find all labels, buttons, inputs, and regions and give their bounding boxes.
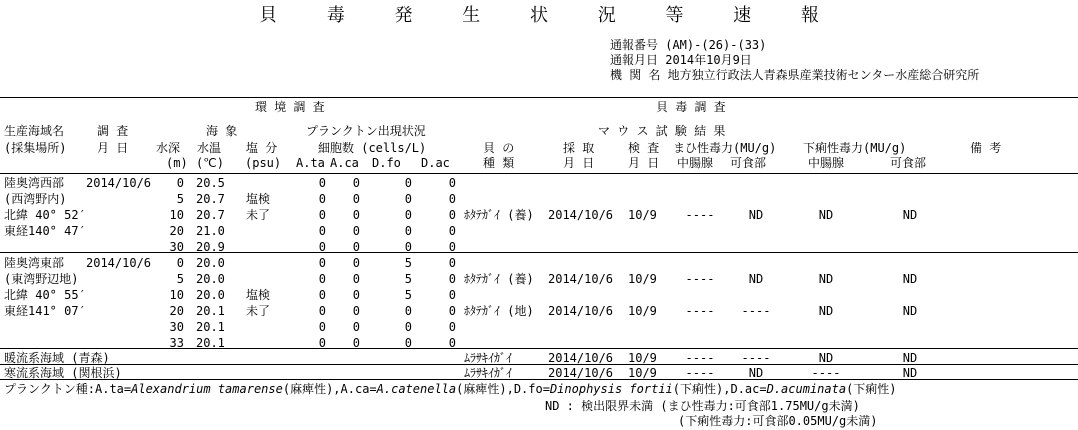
ata-count-cell: 0 bbox=[318, 192, 326, 206]
temperature-cell: 20.5 bbox=[196, 176, 225, 190]
aca-count-cell: 0 bbox=[352, 320, 360, 334]
dfo-count-cell: 0 bbox=[404, 304, 412, 318]
temperature-cell: 20.1 bbox=[196, 320, 225, 334]
dac-count-cell: 0 bbox=[448, 240, 456, 254]
check-date-cell: 10/9 bbox=[628, 272, 657, 286]
ata-count-cell: 0 bbox=[318, 240, 326, 254]
header-top-rule bbox=[0, 97, 1078, 98]
area-sub-header: (採集場所) bbox=[4, 141, 67, 155]
dsp-gland-header: 中腸腺 bbox=[808, 156, 845, 170]
psp-header: まひ性毒力(MU/g) bbox=[673, 141, 777, 155]
psp-edible-cell: ND bbox=[748, 366, 764, 380]
dsp-edible-cell: ND bbox=[902, 208, 918, 222]
ata-count-cell: 0 bbox=[318, 304, 326, 318]
depth-cell: 5 bbox=[176, 272, 184, 286]
area-cell: 暖流系海域 (青森) bbox=[4, 351, 110, 365]
area-header: 生産海域名 bbox=[4, 124, 65, 138]
depth-cell: 33 bbox=[169, 336, 184, 350]
dsp-gland-cell: ND bbox=[818, 304, 834, 318]
psp-gland-cell: ---- bbox=[685, 366, 715, 380]
area-cell: 東経141° 07′ bbox=[4, 304, 86, 318]
aca-count-cell: 0 bbox=[352, 208, 360, 222]
area-cell: 陸奥湾西部 bbox=[4, 176, 65, 190]
salinity-unit: (psu) bbox=[245, 156, 282, 170]
shellfish-type-cell: ﾑﾗｻｷｲｶﾞｲ bbox=[464, 351, 513, 365]
plankton-legend: プランクトン種:A.ta=Alexandrium tamarense(麻痺性),A.ca=A.catenella(麻痺性),D.fo=Dinophysis fortii(下痢性),D.ac=D.acuminata(下痢性) bbox=[4, 382, 897, 396]
temperature-cell: 20.0 bbox=[196, 288, 225, 302]
aca-count-cell: 0 bbox=[352, 304, 360, 318]
psp-edible-cell: ---- bbox=[741, 351, 771, 365]
nd-note-2: (下痢性毒力:可食部0.05MU/g未満) bbox=[678, 414, 878, 428]
salinity-cell: 塩検 bbox=[246, 288, 271, 302]
temperature-cell: 20.7 bbox=[196, 192, 225, 206]
ata-count-cell: 0 bbox=[318, 256, 326, 270]
temperature-cell: 20.0 bbox=[196, 272, 225, 286]
ata-count-cell: 0 bbox=[318, 272, 326, 286]
section-rule-3 bbox=[0, 364, 1078, 365]
dsp-gland-cell: ND bbox=[818, 272, 834, 286]
dfo-header: D.fo bbox=[372, 156, 401, 170]
aca-count-cell: 0 bbox=[352, 176, 360, 190]
dfo-count-cell: 5 bbox=[404, 256, 412, 270]
dsp-edible-cell: ND bbox=[902, 272, 918, 286]
area-cell: 北緯 40° 55′ bbox=[4, 288, 86, 302]
dsp-edible-cell: ND bbox=[902, 351, 918, 365]
depth-cell: 5 bbox=[176, 192, 184, 206]
dac-count-cell: 0 bbox=[448, 176, 456, 190]
toxin-survey-heading: 貝 毒 調 査 bbox=[656, 100, 726, 114]
salinity-header: 塩 分 bbox=[246, 141, 278, 155]
depth-header: 水深 bbox=[156, 141, 181, 155]
shell-type-sub-header: 種 類 bbox=[483, 156, 515, 170]
psp-gland-cell: ---- bbox=[685, 304, 715, 318]
dac-count-cell: 0 bbox=[448, 336, 456, 350]
nd-note-1: ND : 検出限界未満 (まひ性毒力:可食部1.75MU/g未満) bbox=[545, 399, 860, 413]
section-rule-1 bbox=[0, 252, 1078, 253]
aca-count-cell: 0 bbox=[352, 272, 360, 286]
area-cell: 寒流系海域 (関根浜) bbox=[4, 366, 122, 380]
aca-count-cell: 0 bbox=[352, 240, 360, 254]
temperature-cell: 21.0 bbox=[196, 224, 225, 238]
dac-count-cell: 0 bbox=[448, 304, 456, 318]
temp-unit: (℃) bbox=[196, 156, 224, 170]
temp-header: 水温 bbox=[197, 141, 222, 155]
shellfish-type-cell: ﾑﾗｻｷｲｶﾞｲ bbox=[464, 366, 513, 380]
check-date-cell: 10/9 bbox=[628, 366, 657, 380]
table-bottom-rule bbox=[0, 379, 1078, 380]
shellfish-type-cell: ﾎﾀﾃｶﾞｲ (養) bbox=[464, 208, 534, 222]
psp-gland-cell: ---- bbox=[685, 208, 715, 222]
ata-count-cell: 0 bbox=[318, 336, 326, 350]
salinity-cell: 未了 bbox=[246, 304, 271, 318]
depth-cell: 30 bbox=[169, 240, 184, 254]
dsp-edible-cell: ND bbox=[902, 366, 918, 380]
depth-cell: 0 bbox=[176, 256, 184, 270]
plankton-header: プランクトン出現状況 bbox=[306, 124, 426, 138]
salinity-cell: 未了 bbox=[246, 208, 271, 222]
ata-count-cell: 0 bbox=[318, 176, 326, 190]
temperature-cell: 20.1 bbox=[196, 304, 225, 318]
dfo-count-cell: 0 bbox=[404, 240, 412, 254]
survey-date-cell: 2014/10/6 bbox=[86, 256, 152, 270]
temperature-cell: 20.0 bbox=[196, 256, 225, 270]
temperature-cell: 20.9 bbox=[196, 240, 225, 254]
dsp-header: 下痢性毒力(MU/g) bbox=[803, 141, 907, 155]
aca-header: A.ca bbox=[330, 156, 359, 170]
section-rule-2 bbox=[0, 348, 1078, 349]
dsp-gland-cell: ND bbox=[818, 351, 834, 365]
check-date-cell: 10/9 bbox=[628, 208, 657, 222]
dac-count-cell: 0 bbox=[448, 288, 456, 302]
area-cell: 東経140° 47′ bbox=[4, 224, 86, 238]
area-cell: 北緯 40° 52′ bbox=[4, 208, 86, 222]
sea-condition-header: 海 象 bbox=[206, 124, 238, 138]
dfo-count-cell: 5 bbox=[404, 288, 412, 302]
survey-date-header: 調 査 bbox=[97, 124, 129, 138]
depth-cell: 10 bbox=[169, 208, 184, 222]
dac-count-cell: 0 bbox=[448, 192, 456, 206]
ata-header: A.ta bbox=[296, 156, 325, 170]
area-cell: 陸奥湾東部 bbox=[4, 256, 65, 270]
dsp-gland-cell: ND bbox=[818, 208, 834, 222]
check-date-cell: 10/9 bbox=[628, 351, 657, 365]
report-title: 貝 毒 発 生 状 況 等 速 報 bbox=[259, 5, 841, 26]
depth-cell: 10 bbox=[169, 288, 184, 302]
temperature-cell: 20.1 bbox=[196, 336, 225, 350]
ata-count-cell: 0 bbox=[318, 208, 326, 222]
dfo-count-cell: 0 bbox=[404, 336, 412, 350]
area-cell: (西湾野内) bbox=[4, 192, 67, 206]
area-cell: (東湾野辺地) bbox=[4, 272, 79, 286]
dfo-count-cell: 0 bbox=[404, 176, 412, 190]
aca-count-cell: 0 bbox=[352, 192, 360, 206]
psp-edible-cell: ---- bbox=[741, 304, 771, 318]
collect-date-cell: 2014/10/6 bbox=[548, 351, 614, 365]
shellfish-type-cell: ﾎﾀﾃｶﾞｲ (地) bbox=[464, 304, 534, 318]
survey-date-cell: 2014/10/6 bbox=[86, 176, 152, 190]
depth-cell: 0 bbox=[176, 176, 184, 190]
dfo-count-cell: 0 bbox=[404, 192, 412, 206]
remarks-header: 備 考 bbox=[970, 141, 1002, 155]
check-date-sub-header: 月 日 bbox=[628, 156, 660, 170]
dfo-count-cell: 5 bbox=[404, 272, 412, 286]
collect-date-cell: 2014/10/6 bbox=[548, 304, 614, 318]
collect-date-cell: 2014/10/6 bbox=[548, 272, 614, 286]
check-date-header: 検 査 bbox=[628, 141, 660, 155]
aca-count-cell: 0 bbox=[352, 256, 360, 270]
dac-count-cell: 0 bbox=[448, 272, 456, 286]
check-date-cell: 10/9 bbox=[628, 304, 657, 318]
dsp-gland-cell: ---- bbox=[811, 366, 841, 380]
ata-count-cell: 0 bbox=[318, 224, 326, 238]
cell-count-header: 細胞数 (cells/L) bbox=[318, 141, 427, 155]
psp-edible-header: 可食部 bbox=[730, 156, 767, 170]
depth-unit: (m) bbox=[166, 156, 188, 170]
depth-cell: 20 bbox=[169, 224, 184, 238]
dac-count-cell: 0 bbox=[448, 256, 456, 270]
depth-cell: 30 bbox=[169, 320, 184, 334]
dfo-count-cell: 0 bbox=[404, 320, 412, 334]
dsp-edible-cell: ND bbox=[902, 304, 918, 318]
dac-count-cell: 0 bbox=[448, 224, 456, 238]
psp-gland-cell: ---- bbox=[685, 351, 715, 365]
dac-header: D.ac bbox=[421, 156, 450, 170]
collect-date-cell: 2014/10/6 bbox=[548, 366, 614, 380]
dfo-count-cell: 0 bbox=[404, 208, 412, 222]
salinity-cell: 塩検 bbox=[246, 192, 271, 206]
aca-count-cell: 0 bbox=[352, 336, 360, 350]
dfo-count-cell: 0 bbox=[404, 224, 412, 238]
collect-date-header: 採 取 bbox=[563, 141, 595, 155]
report-date: 通報月日 2014年10月9日 bbox=[610, 53, 752, 67]
ata-count-cell: 0 bbox=[318, 320, 326, 334]
shell-type-header: 貝 の bbox=[483, 141, 515, 155]
psp-gland-cell: ---- bbox=[685, 272, 715, 286]
env-survey-heading: 環 境 調 査 bbox=[255, 100, 325, 114]
report-number: 通報番号 (AM)-(26)-(33) bbox=[610, 38, 767, 52]
aca-count-cell: 0 bbox=[352, 288, 360, 302]
collect-date-cell: 2014/10/6 bbox=[548, 208, 614, 222]
aca-count-cell: 0 bbox=[352, 224, 360, 238]
mouse-test-header: マ ウ ス 試 験 結 果 bbox=[598, 124, 726, 138]
dac-count-cell: 0 bbox=[448, 208, 456, 222]
header-bottom-rule bbox=[0, 173, 1078, 174]
depth-cell: 20 bbox=[169, 304, 184, 318]
dac-count-cell: 0 bbox=[448, 320, 456, 334]
psp-edible-cell: ND bbox=[748, 272, 764, 286]
dsp-edible-header: 可食部 bbox=[890, 156, 927, 170]
shellfish-type-cell: ﾎﾀﾃｶﾞｲ (養) bbox=[464, 272, 534, 286]
collect-date-sub-header: 月 日 bbox=[563, 156, 595, 170]
survey-date-sub-header: 月 日 bbox=[97, 141, 129, 155]
psp-edible-cell: ND bbox=[748, 208, 764, 222]
ata-count-cell: 0 bbox=[318, 288, 326, 302]
psp-gland-header: 中腸腺 bbox=[677, 156, 714, 170]
temperature-cell: 20.7 bbox=[196, 208, 225, 222]
report-agency: 機 関 名 地方独立行政法人青森県産業技術センター水産総合研究所 bbox=[610, 68, 980, 82]
